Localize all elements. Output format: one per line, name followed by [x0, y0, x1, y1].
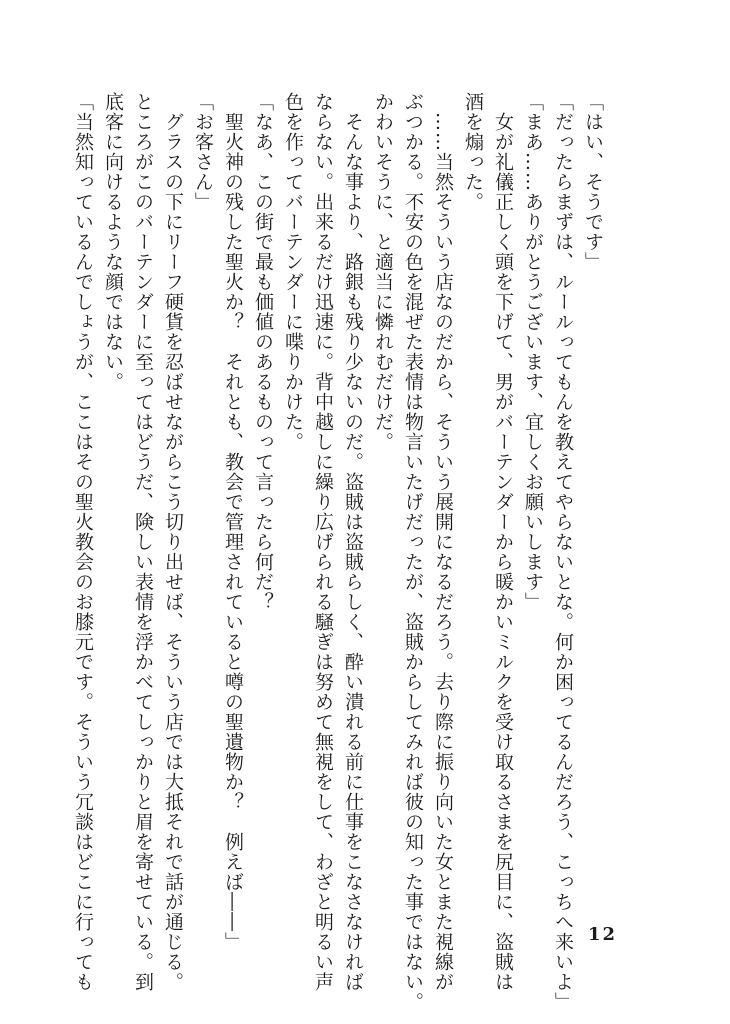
text-line: 酒を煽った。 [462, 92, 484, 212]
text-line: 聖火神の残した聖火か？ それとも、教会で管理されていると噂の聖遺物か？ 例えば――」 [222, 92, 244, 952]
text-line: 底客に向けるような顔ではない。 [102, 92, 124, 392]
text-line: 「はい、そうです」 [582, 92, 604, 272]
text-line: 「なあ、この街で最も価値のあるものって言ったら何だ？ [252, 92, 274, 612]
text-line: ……当然そういう店なのだから、そういう展開になるだろう。去り際に振り向いた女とまた視線が [432, 92, 454, 992]
text-line: 「まあ……ありがとうございます、宜しくお願いします」 [522, 92, 544, 612]
text-line: 色を作ってバーテンダーに喋りかけた。 [282, 92, 304, 452]
page-number: 12 [588, 924, 618, 945]
text-line: そんな事より、路銀も残り少ないのだ。盗賊は盗賊らしく、酔い潰れる前に仕事をこなさなければ [342, 92, 364, 992]
text-line: 「だったらまずは、ルールってもんを教えてやらないとな。何か困ってるんだろう、こっちへ来いよ」 [552, 92, 574, 1012]
text-line: ぶつかる。不安の色を混ぜた表情は物言いたげだったが、盗賊からしてみれば彼の知った事ではない。 [402, 92, 424, 1012]
text-line: グラスの下にリーフ硬貨を忍ばせながらこう切り出せば、そういう店では大抵それで話が通じる。 [162, 92, 184, 992]
text-line: 「お客さん」 [192, 92, 214, 212]
text-line: ところがこのバーテンダーに至ってはどうだ、険しい表情を浮かべてしっかりと眉を寄せている。到 [132, 92, 154, 992]
text-line: 「当然知っているんでしょうが、ここはその聖火教会のお膝元です。そういう冗談はどこに行っても [72, 92, 94, 992]
text-line: 女が礼儀正しく頭を下げて、男がバーテンダーから暖かいミルクを受け取るさまを尻目に、盗賊は [492, 92, 514, 992]
text-line: かわいそうに、と適当に憐れむだけだ。 [372, 92, 394, 452]
text-line: ならない。出来るだけ迅速に。背中越しに繰り広げられる騒ぎは努めて無視をして、わざと明るい声 [312, 92, 334, 992]
